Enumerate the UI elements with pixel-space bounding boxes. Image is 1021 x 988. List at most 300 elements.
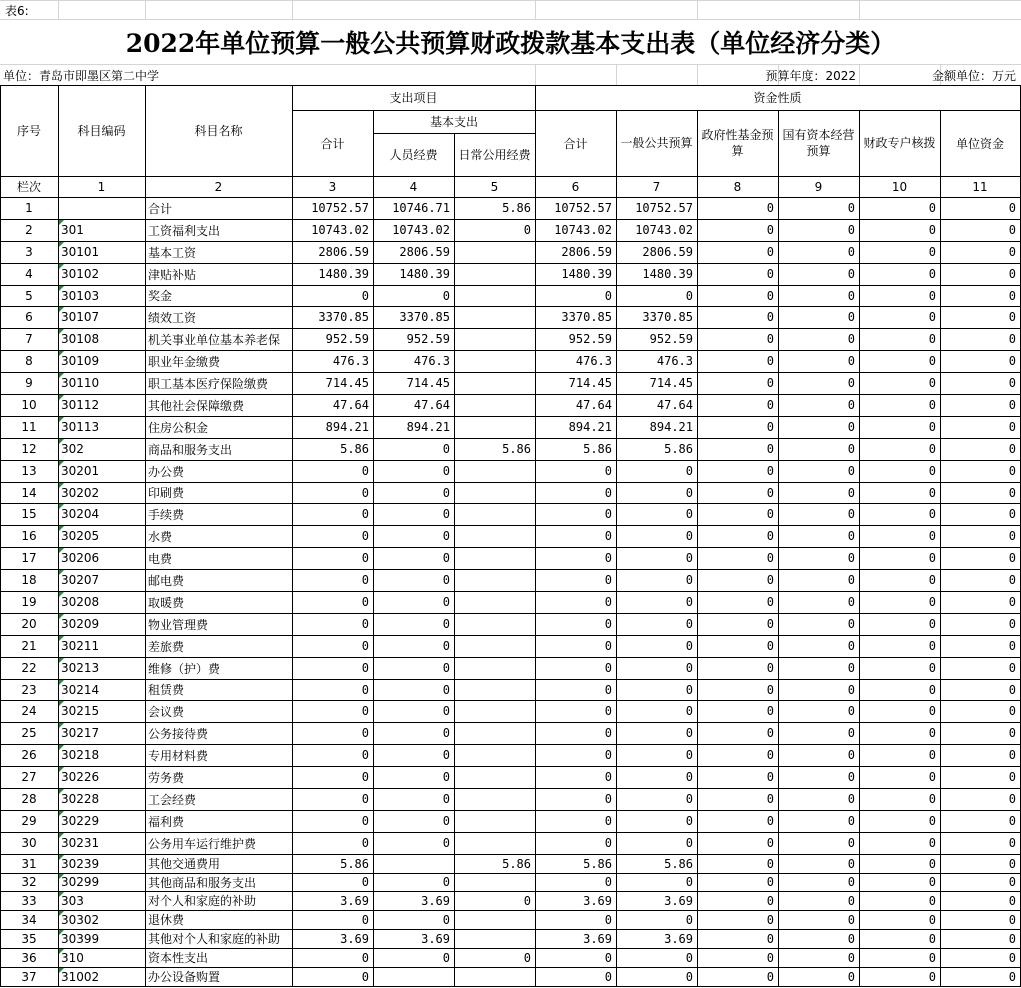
row-name: 其他社会保障缴费 xyxy=(148,398,245,413)
row-code: 30211 xyxy=(61,639,100,653)
col-number: 5 xyxy=(490,179,499,194)
row-value: 3.69 xyxy=(664,931,693,946)
row-value: 0 xyxy=(847,223,855,237)
body-v-line xyxy=(454,197,455,987)
row-value xyxy=(454,525,535,547)
row-value: 47.64 xyxy=(332,398,369,412)
row-name: 取暖费 xyxy=(148,595,185,610)
row-value: 3.69 xyxy=(340,931,369,946)
row-value: 0 xyxy=(442,551,450,565)
row-code: 30113 xyxy=(61,420,100,434)
row-value: 5.86 xyxy=(340,856,369,871)
row-seq: 37 xyxy=(21,969,37,984)
row-value: 10743.02 xyxy=(392,223,450,237)
grid-line xyxy=(616,64,617,85)
row-code: 30215 xyxy=(61,704,100,718)
row-value: 3.69 xyxy=(664,893,693,908)
row-value: 0 xyxy=(928,931,936,946)
row-value: 0 xyxy=(685,595,693,609)
cell-comment-marker xyxy=(59,220,64,225)
row-value: 0 xyxy=(442,814,450,828)
header-general: 一般公共预算 xyxy=(620,136,693,150)
row-value: 10743.02 xyxy=(554,223,612,237)
row-value: 0 xyxy=(928,950,936,965)
body-v-line xyxy=(778,197,779,987)
row-value: 0 xyxy=(685,792,693,806)
row-value: 0 xyxy=(847,267,855,281)
row-code: 30226 xyxy=(61,770,100,784)
row-value xyxy=(454,766,535,788)
row-value: 0 xyxy=(1008,551,1016,565)
row-value: 0 xyxy=(442,595,450,609)
row-name: 工资福利支出 xyxy=(148,223,221,238)
row-value: 0 xyxy=(1008,617,1016,631)
row-value: 0 xyxy=(766,682,774,697)
row-value: 0 xyxy=(847,201,855,215)
row-name: 公务接待费 xyxy=(148,726,209,741)
row-value: 0 xyxy=(1008,310,1016,324)
row-value: 1480.39 xyxy=(318,267,369,281)
row-name: 印刷费 xyxy=(148,486,185,500)
row-name: 办公设备购置 xyxy=(148,970,221,984)
row-value: 0 xyxy=(928,814,936,828)
row-seq: 30 xyxy=(21,836,37,850)
row-value: 0 xyxy=(1008,748,1016,762)
row-value: 894.21 xyxy=(325,420,369,434)
row-value: 476.3 xyxy=(332,354,369,368)
row-name: 资本性支出 xyxy=(148,951,209,965)
row-value: 0 xyxy=(928,398,936,412)
row-value: 5.86 xyxy=(583,856,612,871)
cell-comment-marker xyxy=(59,855,64,860)
row-code: 30205 xyxy=(61,529,100,543)
sheet-label: 表6: xyxy=(5,3,29,18)
row-value: 0 xyxy=(766,726,774,740)
row-value: 0 xyxy=(685,507,693,521)
row-seq: 31 xyxy=(21,856,37,871)
row-seq: 11 xyxy=(21,420,37,434)
header-personnel: 人员经费 xyxy=(389,148,438,162)
cell-comment-marker xyxy=(59,395,64,400)
row-value: 10752.57 xyxy=(635,201,693,215)
row-value: 0 xyxy=(1008,893,1016,908)
cell-comment-marker xyxy=(59,614,64,619)
row-value: 0 xyxy=(685,551,693,565)
row-value: 0 xyxy=(361,464,369,478)
row-value: 5.86 xyxy=(340,442,369,456)
row-seq: 14 xyxy=(21,485,37,500)
row-name: 退休费 xyxy=(148,913,185,927)
row-value: 0 xyxy=(442,726,450,740)
row-value: 0 xyxy=(766,912,774,927)
row-code: 30112 xyxy=(61,398,100,412)
cell-comment-marker xyxy=(59,570,64,575)
row-value: 0 xyxy=(928,507,936,521)
row-value: 0 xyxy=(442,288,450,303)
header-daily: 日常公用经费 xyxy=(458,147,531,162)
row-value: 894.21 xyxy=(649,420,693,434)
cell-comment-marker xyxy=(59,701,64,706)
row-value: 0 xyxy=(928,770,936,784)
row-value: 3.69 xyxy=(421,893,450,908)
row-name: 对个人和家庭的补助 xyxy=(148,894,257,908)
row-value: 0 xyxy=(928,595,936,609)
row-value: 0 xyxy=(766,507,774,521)
row-value: 0 xyxy=(766,485,774,500)
row-value: 0 xyxy=(604,770,612,784)
row-value: 0 xyxy=(523,223,531,237)
cell-comment-marker xyxy=(59,417,64,422)
row-value: 0 xyxy=(847,376,855,390)
row-value: 0 xyxy=(766,442,774,456)
row-value: 0 xyxy=(1008,288,1016,303)
row-value: 3.69 xyxy=(583,931,612,946)
body-v-line xyxy=(58,197,59,987)
row-value: 5.86 xyxy=(664,442,693,456)
row-value: 0 xyxy=(361,288,369,303)
grid-line xyxy=(535,0,536,19)
row-value: 0 xyxy=(847,704,855,718)
cell-comment-marker xyxy=(59,767,64,772)
row-value: 0 xyxy=(442,704,450,718)
row-value: 0 xyxy=(847,617,855,631)
row-value: 0 xyxy=(685,617,693,631)
row-value: 0 xyxy=(1008,267,1016,281)
row-value: 0 xyxy=(1008,354,1016,368)
cell-comment-marker xyxy=(59,483,64,488)
row-value: 0 xyxy=(604,704,612,718)
row-value: 0 xyxy=(928,573,936,587)
row-value: 0 xyxy=(604,836,612,850)
row-name: 租赁费 xyxy=(148,683,185,697)
row-value: 0 xyxy=(928,617,936,631)
row-value: 0 xyxy=(685,814,693,828)
grid-line xyxy=(859,0,860,19)
row-value xyxy=(454,929,535,948)
cell-comment-marker xyxy=(59,892,64,897)
grid-line xyxy=(535,64,536,85)
row-value: 0 xyxy=(766,875,774,889)
row-value: 0 xyxy=(928,792,936,806)
row-seq: 16 xyxy=(21,529,37,543)
row-seq: 3 xyxy=(25,245,33,259)
row-value: 0 xyxy=(1008,856,1016,871)
row-value: 0 xyxy=(604,639,612,653)
row-value: 0 xyxy=(928,464,936,478)
row-value xyxy=(454,873,535,891)
row-seq: 29 xyxy=(21,814,37,828)
row-value xyxy=(454,547,535,569)
row-value: 0 xyxy=(1008,376,1016,390)
row-value: 0 xyxy=(685,485,693,500)
row-value: 0 xyxy=(847,912,855,927)
row-value: 0 xyxy=(928,201,936,215)
row-code: 302 xyxy=(61,442,84,456)
row-value: 0 xyxy=(685,682,693,697)
row-value: 0 xyxy=(766,464,774,478)
cell-comment-marker xyxy=(59,949,64,954)
row-value: 0 xyxy=(847,969,855,984)
row-seq: 9 xyxy=(25,376,33,390)
cell-comment-marker xyxy=(59,911,64,916)
cell-comment-marker xyxy=(59,286,64,291)
row-value xyxy=(454,788,535,810)
row-value xyxy=(454,722,535,744)
row-value: 0 xyxy=(1008,770,1016,784)
row-name: 职业年金缴费 xyxy=(148,354,221,369)
row-value: 0 xyxy=(604,288,612,303)
row-value: 0 xyxy=(685,639,693,653)
row-value: 0 xyxy=(685,661,693,675)
row-value: 0 xyxy=(928,310,936,324)
row-value: 0 xyxy=(1008,661,1016,675)
cell-comment-marker xyxy=(59,439,64,444)
cell-comment-marker xyxy=(59,504,64,509)
row-value: 0 xyxy=(928,245,936,259)
row-value: 0 xyxy=(442,875,450,889)
row-value: 0 xyxy=(442,639,450,653)
row-value: 0 xyxy=(361,529,369,543)
row-value: 47.64 xyxy=(413,398,450,412)
row-value: 0 xyxy=(1008,485,1016,500)
row-name: 工会经费 xyxy=(148,792,197,807)
row-value: 0 xyxy=(604,969,612,984)
row-value: 0 xyxy=(1008,969,1016,984)
row-value: 5.86 xyxy=(502,442,531,456)
row-value: 0 xyxy=(766,856,774,871)
row-value: 714.45 xyxy=(406,376,450,390)
row-name: 其他商品和服务支出 xyxy=(148,875,257,890)
row-value: 0 xyxy=(1008,464,1016,478)
row-code: 310 xyxy=(61,950,84,965)
row-code: 30201 xyxy=(61,464,100,478)
row-value: 0 xyxy=(604,485,612,500)
col-number: 8 xyxy=(733,179,742,194)
row-code: 30204 xyxy=(61,507,100,521)
row-value: 47.64 xyxy=(656,398,693,412)
row-code: 30206 xyxy=(61,551,100,565)
header-unit-fund: 单位资金 xyxy=(955,136,1004,151)
row-value: 3370.85 xyxy=(318,310,369,324)
row-value: 0 xyxy=(1008,682,1016,697)
row-value: 0 xyxy=(766,267,774,281)
row-name: 绩效工资 xyxy=(148,310,197,325)
row-value: 0 xyxy=(604,529,612,543)
row-code: 31002 xyxy=(61,969,100,984)
row-value: 0 xyxy=(766,792,774,806)
row-seq: 20 xyxy=(21,617,37,631)
row-value: 0 xyxy=(847,856,855,871)
row-value: 0 xyxy=(928,332,936,346)
row-value: 0 xyxy=(847,354,855,368)
row-value: 0 xyxy=(442,770,450,784)
row-value: 0 xyxy=(1008,245,1016,259)
row-code: 30108 xyxy=(61,332,100,346)
row-value: 0 xyxy=(928,376,936,390)
row-seq: 15 xyxy=(21,507,37,521)
row-seq: 26 xyxy=(21,748,37,762)
cell-comment-marker xyxy=(59,373,64,378)
row-value: 0 xyxy=(604,875,612,889)
grid-line xyxy=(292,0,293,19)
row-value: 0 xyxy=(685,704,693,718)
row-value: 0 xyxy=(523,893,531,908)
col-number: 6 xyxy=(571,179,580,194)
header-fund-group: 资金性质 xyxy=(753,91,802,105)
grid-line xyxy=(145,0,146,19)
row-name: 邮电费 xyxy=(148,573,185,588)
row-value: 0 xyxy=(604,748,612,762)
row-code: 30207 xyxy=(61,573,100,587)
row-value: 0 xyxy=(847,420,855,434)
row-value: 47.64 xyxy=(575,398,612,412)
row-code: 30228 xyxy=(61,792,100,806)
row-value: 0 xyxy=(847,398,855,412)
row-value: 3.69 xyxy=(340,893,369,908)
row-seq: 32 xyxy=(21,875,37,889)
row-value: 0 xyxy=(928,485,936,500)
row-value: 0 xyxy=(847,639,855,653)
row-code xyxy=(58,197,145,219)
cell-comment-marker xyxy=(59,307,64,312)
header-name: 科目名称 xyxy=(194,124,243,138)
row-seq: 8 xyxy=(25,354,33,368)
row-value: 10743.02 xyxy=(311,223,369,237)
row-value: 0 xyxy=(442,661,450,675)
row-seq: 6 xyxy=(25,310,33,324)
row-value: 0 xyxy=(847,245,855,259)
row-value: 1480.39 xyxy=(642,267,693,281)
row-value: 0 xyxy=(847,950,855,965)
row-value: 0 xyxy=(928,639,936,653)
col-number: 7 xyxy=(652,179,661,194)
row-code: 30218 xyxy=(61,748,100,762)
header-fiscal-special: 财政专户核拨 xyxy=(863,136,936,150)
row-value: 952.59 xyxy=(568,332,612,346)
row-value: 0 xyxy=(766,332,774,346)
row-seq: 33 xyxy=(21,893,37,908)
grid-line xyxy=(697,64,698,85)
row-value: 0 xyxy=(766,893,774,908)
row-value: 0 xyxy=(1008,398,1016,412)
row-value: 0 xyxy=(847,814,855,828)
cell-comment-marker xyxy=(59,658,64,663)
cell-comment-marker xyxy=(59,264,64,269)
row-value: 0 xyxy=(685,912,693,927)
row-value: 0 xyxy=(685,770,693,784)
row-border xyxy=(0,986,1021,987)
row-value: 0 xyxy=(685,464,693,478)
row-value: 0 xyxy=(928,875,936,889)
header-gov-fund: 政府性基金预算 xyxy=(701,128,774,158)
row-value: 0 xyxy=(766,354,774,368)
row-value: 0 xyxy=(1008,912,1016,927)
row-value: 0 xyxy=(928,893,936,908)
body-v-line xyxy=(535,197,536,987)
row-value: 0 xyxy=(1008,814,1016,828)
row-value: 0 xyxy=(442,682,450,697)
row-value: 0 xyxy=(361,573,369,587)
row-value: 0 xyxy=(361,551,369,565)
body-v-line xyxy=(859,197,860,987)
row-name: 办公费 xyxy=(148,464,185,479)
row-value: 0 xyxy=(847,682,855,697)
grid-line xyxy=(697,0,698,19)
row-value: 0 xyxy=(766,245,774,259)
grid-line xyxy=(0,0,1021,1)
row-value: 0 xyxy=(442,950,450,965)
row-value: 0 xyxy=(361,595,369,609)
row-value: 0 xyxy=(685,950,693,965)
row-value xyxy=(454,394,535,416)
col-number: 3 xyxy=(328,179,337,194)
row-value: 0 xyxy=(766,420,774,434)
row-value: 0 xyxy=(928,682,936,697)
row-value: 0 xyxy=(361,661,369,675)
row-value: 0 xyxy=(523,950,531,965)
row-seq: 21 xyxy=(21,639,37,653)
row-value: 952.59 xyxy=(325,332,369,346)
row-value xyxy=(454,460,535,482)
row-seq: 1 xyxy=(25,201,33,215)
row-value: 0 xyxy=(361,792,369,806)
cell-comment-marker xyxy=(59,636,64,641)
row-value xyxy=(373,854,454,873)
row-value xyxy=(454,372,535,394)
row-value: 0 xyxy=(766,969,774,984)
row-value: 0 xyxy=(442,912,450,927)
row-value: 476.3 xyxy=(413,354,450,368)
row-value: 0 xyxy=(1008,420,1016,434)
row-value: 0 xyxy=(361,726,369,740)
row-value: 0 xyxy=(847,792,855,806)
row-value: 5.86 xyxy=(502,201,531,215)
row-name: 公务用车运行维护费 xyxy=(148,836,257,851)
row-value: 5.86 xyxy=(583,442,612,456)
row-value: 952.59 xyxy=(649,332,693,346)
header-fund-total: 合计 xyxy=(563,136,588,151)
row-value: 952.59 xyxy=(406,332,450,346)
col-number: 4 xyxy=(409,179,418,194)
row-code: 30231 xyxy=(61,836,100,850)
row-value xyxy=(454,967,535,986)
row-name: 劳务费 xyxy=(148,770,185,785)
cell-comment-marker xyxy=(59,789,64,794)
row-code: 30217 xyxy=(61,726,100,740)
row-value: 0 xyxy=(361,836,369,850)
row-value: 0 xyxy=(766,748,774,762)
row-seq: 22 xyxy=(21,661,37,675)
row-value xyxy=(454,482,535,503)
row-value: 0 xyxy=(766,639,774,653)
row-seq: 12 xyxy=(21,442,37,456)
grid-line xyxy=(58,0,59,19)
row-value: 0 xyxy=(604,573,612,587)
row-value: 0 xyxy=(685,726,693,740)
row-name: 职工基本医疗保险缴费 xyxy=(148,376,269,391)
row-value: 0 xyxy=(766,661,774,675)
row-code: 30101 xyxy=(61,245,100,259)
row-seq: 7 xyxy=(25,332,33,346)
row-value: 0 xyxy=(1008,201,1016,215)
row-code: 30109 xyxy=(61,354,100,368)
row-value: 0 xyxy=(1008,573,1016,587)
row-value: 0 xyxy=(1008,726,1016,740)
row-value: 0 xyxy=(928,529,936,543)
row-value: 0 xyxy=(442,442,450,456)
header-state-capital: 国有资本经营预算 xyxy=(782,128,855,158)
row-name: 合计 xyxy=(148,201,173,216)
